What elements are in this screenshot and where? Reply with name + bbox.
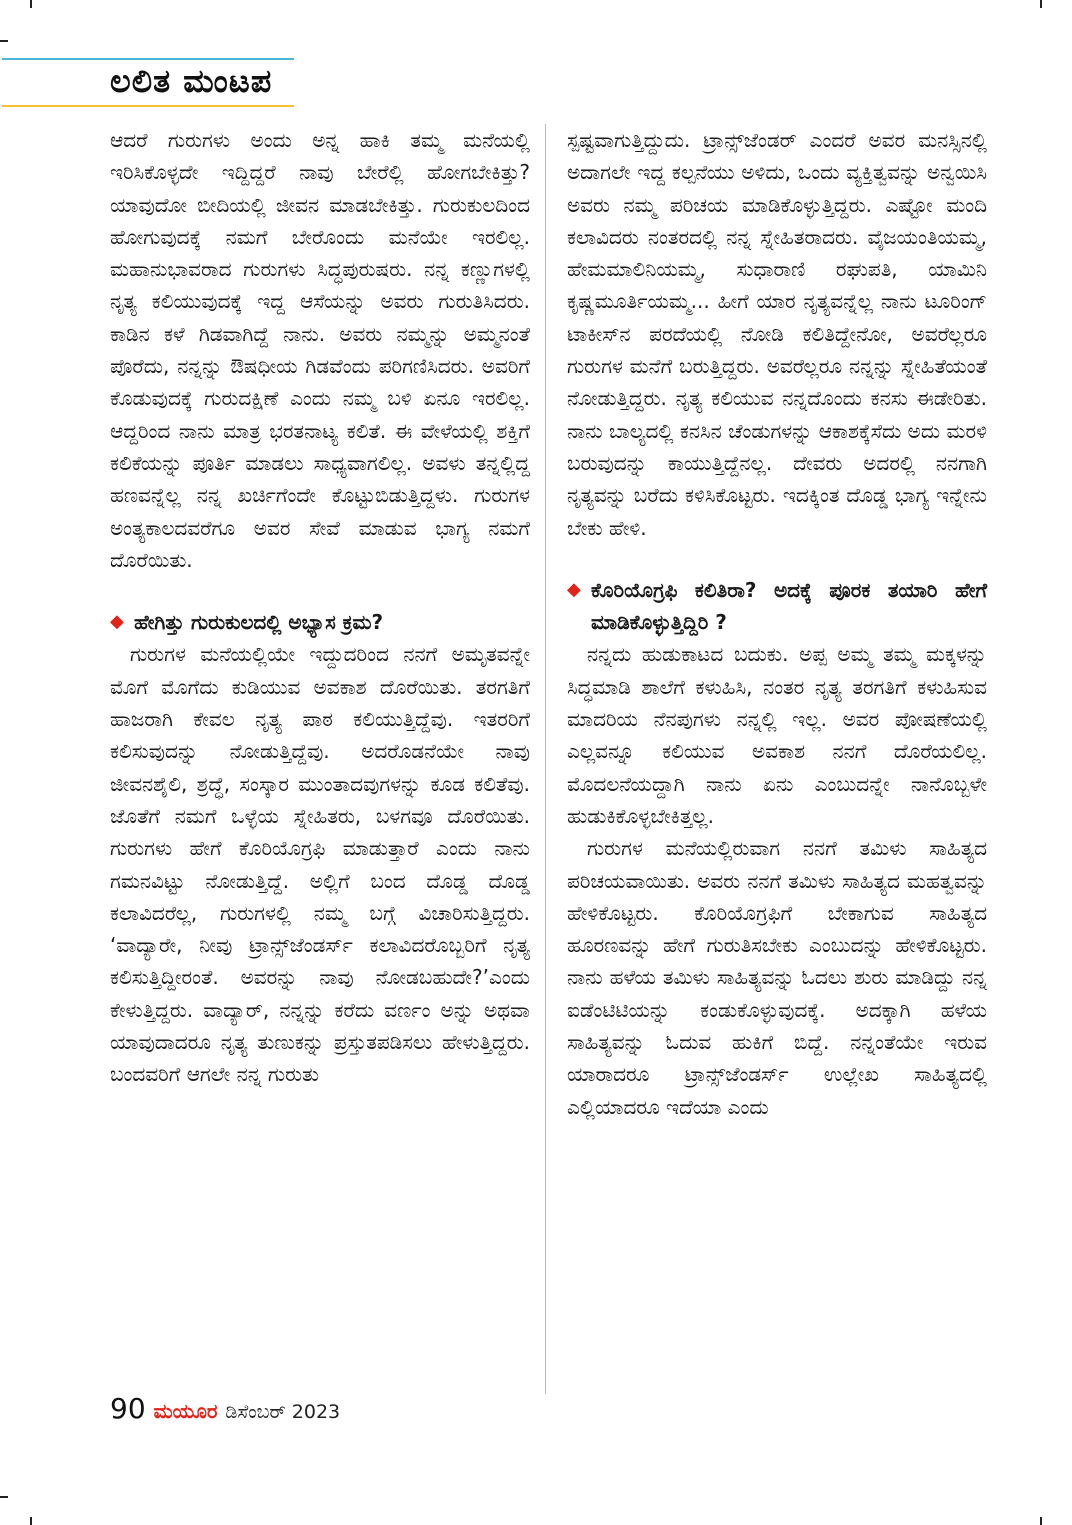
- crop-mark: [1040, 0, 1042, 8]
- header-rule-top: [2, 58, 294, 60]
- section-title: ಲಲಿತ ಮಂಟಪ: [110, 62, 273, 100]
- spacer: [567, 544, 987, 574]
- crop-mark: [0, 40, 8, 42]
- right-column: [567, 124, 987, 1394]
- header-rule-bottom: [2, 105, 294, 107]
- question-2: [567, 574, 987, 639]
- question-1-text: ಹೇಗಿತ್ತು ಗುರುಕುಲದಲ್ಲಿ ಅಭ್ಯಾಸ ಕ್ರಮ?: [134, 610, 384, 635]
- crop-mark: [1040, 1517, 1042, 1525]
- page-number: 90: [110, 1392, 146, 1425]
- question-2-text: ಕೊರಿಯೊಗ್ರಫಿ ಕಲಿತಿರಾ? ಅದಕ್ಕೆ ಪೂರಕ ತಯಾರಿ ಹೇಗೆ ಮಾಡಿಕೊಳ್ಳುತ್ತಿದ್ದಿರಿ ?: [591, 577, 987, 635]
- right-paragraph-1: ಸ್ಪಷ್ಟವಾಗುತ್ತಿದ್ದುದು. ಟ್ರಾನ್ಸ್‌ಜೆಂಡರ್ ಎಂದರೆ ಅವರ ಮನಸ್ಸಿನಲ್ಲಿ ಅದಾಗಲೇ ಇದ್ದ ಕಲ್ಪನೆಯು ಅಳಿದು, ಒಂದು ವ್ಯಕ್ತಿತ್ವವನ್ನು ಅನ್ವಯಿಸಿ ಅವರು ನಮ್ಮ ಪರಿಚಯ ಮಾಡಿಕೊಳ್ಳುತ್ತಿದ್ದರು. ಎಷ್ಟೋ ಮಂದಿ ಕಲಾವಿದರು ನಂತರದಲ್ಲಿ ನನ್ನ ಸ್ನೇಹಿತರಾದರು. ವೈಜಯಂತಿಯಮ್ಮ, ಹೇಮಮಾಲಿನಿಯಮ್ಮ, ಸುಧಾರಾಣಿ ರಘುಪತಿ, ಯಾಮಿನಿ ಕೃಷ್ಣಮೂರ್ತಿಯಮ್ಮ... ಹೀಗೆ ಯಾರ ನೃತ್ಯವನ್ನೆಲ್ಲ ನಾನು ಟೂರಿಂಗ್ ಟಾಕೀಸ್‌ನ ಪರದೆಯಲ್ಲಿ ನೋಡಿ ಕಲಿತಿದ್ದೇನೋ, ಅವರೆಲ್ಲರೂ ಗುರುಗಳ ಮನೆಗೆ ಬರುತ್ತಿದ್ದರು. ಅವರೆಲ್ಲರೂ ನನ್ನನ್ನು ಸ್ನೇಹಿತೆಯಂತೆ ನೋಡುತ್ತಿದ್ದರು. ನೃತ್ಯ ಕಲಿಯುವ ನನ್ನದೊಂದು ಕನಸು ಈಡೇರಿತು. ನಾನು ಬಾಲ್ಯದಲ್ಲಿ ಕನಸಿನ ಚೆಂಡುಗಳನ್ನು ಆಕಾಶಕ್ಕೆಸೆದು ಅದು ಮರಳಿ ಬರುವುದನ್ನು ಕಾಯುತ್ತಿದ್ದೆನಲ್ಲ. ದೇವರು ಅದರಲ್ಲಿ ನನಗಾಗಿ ನೃತ್ಯವನ್ನು ಬರೆದು ಕಳಿಸಿಕೊಟ್ಟರು. ಇದಕ್ಕಿಂತ ದೊಡ್ಡ ಭಾಗ್ಯ ಇನ್ನೇನು ಬೇಕು ಹೇಳಿ.: [567, 128, 988, 540]
- left-paragraph-2: ಗುರುಗಳ ಮನೆಯಲ್ಲಿಯೇ ಇದ್ದುದರಿಂದ ನನಗೆ ಅಮೃತವನ್ನೇ ಮೊಗೆ ಮೊಗೆದು ಕುಡಿಯುವ ಅವಕಾಶ ದೊರೆಯಿತು. ತರಗತಿಗೆ ಹಾಜರಾಗಿ ಕೇವಲ ನೃತ್ಯ ಪಾಠ ಕಲಿಯುತ್ತಿದ್ದೆವು. ಇತರರಿಗೆ ಕಲಿಸುವುದನ್ನು ನೋಡುತ್ತಿದ್ದೆವು. ಅದರೊಡನೆಯೇ ನಾವು ಜೀವನಶೈಲಿ, ಶ್ರದ್ಧೆ, ಸಂಸ್ಕಾರ ಮುಂತಾದವುಗಳನ್ನು ಕೂಡ ಕಲಿತೆವು. ಜೊತೆಗೆ ನಮಗೆ ಒಳ್ಳೆಯ ಸ್ನೇಹಿತರು, ಬಳಗವೂ ದೊರೆಯಿತು. ಗುರುಗಳು ಹೇಗೆ ಕೊರಿಯೊಗ್ರಫಿ ಮಾಡುತ್ತಾರೆ ಎಂದು ನಾನು ಗಮನವಿಟ್ಟು ನೋಡುತ್ತಿದ್ದೆ. ಅಲ್ಲಿಗೆ ಬಂದ ದೊಡ್ಡ ದೊಡ್ಡ ಕಲಾವಿದರೆಲ್ಲ, ಗುರುಗಳಲ್ಲಿ ನಮ್ಮ ಬಗ್ಗೆ ವಿಚಾರಿಸುತ್ತಿದ್ದರು. ‘ವಾದ್ಯಾರೇ, ನೀವು ಟ್ರಾನ್ಸ್‌ಜೆಂಡರ್ಸ್ ಕಲಾವಿದರೊಬ್ಬರಿಗೆ ನೃತ್ಯ ಕಲಿಸುತ್ತಿದ್ದೀರಂತೆ. ಅವರನ್ನು ನಾವು ನೋಡಬಹುದೇ?’ಎಂದು ಕೇಳುತ್ತಿದ್ದರು. ವಾದ್ಯಾರ್, ನನ್ನನ್ನು ಕರೆದು ವರ್ಣಂ ಅನ್ನು ಅಥವಾ ಯಾವುದಾದರೂ ನೃತ್ಯ ತುಣುಕನ್ನು ಪ್ರಸ್ತುತಪಡಿಸಲು ಹೇಳುತ್ತಿದ್ದರು. ಬಂದವರಿಗೆ ಆಗಲೇ ನನ್ನ ಗುರುತು: [110, 642, 530, 1087]
- right-paragraph-3: ಗುರುಗಳ ಮನೆಯಲ್ಲಿರುವಾಗ ನನಗೆ ತಮಿಳು ಸಾಹಿತ್ಯದ ಪರಿಚಯವಾಯಿತು. ಅವರು ನನಗೆ ತಮಿಳು ಸಾಹಿತ್ಯದ ಮಹತ್ವವನ್ನು ಹೇಳಿಕೊಟ್ಟರು. ಕೊರಿಯೊಗ್ರಫಿಗೆ ಬೇಕಾಗುವ ಸಾಹಿತ್ಯದ ಹೂರಣವನ್ನು ಹೇಗೆ ಗುರುತಿಸಬೇಕು ಎಂಬುದನ್ನು ಹೇಳಿಕೊಟ್ಟರು. ನಾನು ಹಳೆಯ ತಮಿಳು ಸಾಹಿತ್ಯವನ್ನು ಓದಲು ಶುರು ಮಾಡಿದ್ದು ನನ್ನ ಐಡೆಂಟಿಟಿಯನ್ನು ಕಂಡುಕೊಳ್ಳುವುದಕ್ಕೆ. ಅದಕ್ಕಾಗಿ ಹಳೆಯ ಸಾಹಿತ್ಯವನ್ನು ಓದುವ ಹುಕಿಗೆ ಬಿದ್ದೆ. ನನ್ನಂತೆಯೇ ಇರುವ ಯಾರಾದರೂ ಟ್ರಾನ್ಸ್‌ಜೆಂಡರ್ಸ್ ಉಲ್ಲೇಖ ಸಾಹಿತ್ಯದಲ್ಲಿ ಎಲ್ಲಿಯಾದರೂ ಇದೆಯಾ ಎಂದು: [567, 836, 987, 1119]
- page-footer: [110, 1392, 340, 1425]
- crop-mark: [0, 1496, 8, 1498]
- column-divider: [545, 124, 546, 1394]
- crop-mark: [30, 0, 32, 8]
- question-1: [110, 606, 530, 638]
- diamond-bullet-icon: ◆: [110, 611, 124, 633]
- diamond-bullet-icon: ◆: [567, 578, 581, 600]
- spacer: [110, 576, 530, 606]
- magazine-logo: ಮಯೂರ: [153, 1399, 218, 1423]
- left-column: [110, 124, 530, 1394]
- right-paragraph-2: ನನ್ನದು ಹುಡುಕಾಟದ ಬದುಕು. ಅಪ್ಪ ಅಮ್ಮ ತಮ್ಮ ಮಕ್ಕಳನ್ನು ಸಿದ್ಧಮಾಡಿ ಶಾಲೆಗೆ ಕಳುಹಿಸಿ, ನಂತರ ನೃತ್ಯ ತರಗತಿಗೆ ಕಳುಹಿಸುವ ಮಾದರಿಯ ನೆನಪುಗಳು ನನ್ನಲ್ಲಿ ಇಲ್ಲ. ಅವರ ಪೋಷಣೆಯಲ್ಲಿ ಎಲ್ಲವನ್ನೂ ಕಲಿಯುವ ಅವಕಾಶ ನನಗೆ ದೊರೆಯಲಿಲ್ಲ. ಮೊದಲನೆಯದ್ದಾಗಿ ನಾನು ಏನು ಎಂಬುದನ್ನೇ ನಾನೊಬ್ಬಳೇ ಹುಡುಕಿಕೊಳ್ಳಬೇಕಿತ್ತಲ್ಲ.: [567, 642, 987, 828]
- left-paragraph-1: ಆದರೆ ಗುರುಗಳು ಅಂದು ಅನ್ನ ಹಾಕಿ ತಮ್ಮ ಮನೆಯಲ್ಲಿ ಇರಿಸಿಕೊಳ್ಳದೇ ಇದ್ದಿದ್ದರೆ ನಾವು ಬೇರೆಲ್ಲಿ ಹೋಗಬೇಕಿತ್ತು? ಯಾವುದೋ ಬೀದಿಯಲ್ಲಿ ಜೀವನ ಮಾಡಬೇಕಿತ್ತು. ಗುರುಕುಲದಿಂದ ಹೋಗುವುದಕ್ಕೆ ನಮಗೆ ಬೇರೊಂದು ಮನೆಯೇ ಇರಲಿಲ್ಲ. ಮಹಾನುಭಾವರಾದ ಗುರುಗಳು ಸಿದ್ಧಪುರುಷರು. ನನ್ನ ಕಣ್ಣುಗಳಲ್ಲಿ ನೃತ್ಯ ಕಲಿಯುವುದಕ್ಕೆ ಇದ್ದ ಆಸೆಯನ್ನು ಅವರು ಗುರುತಿಸಿದರು. ಕಾಡಿನ ಕಳೆ ಗಿಡವಾಗಿದ್ದೆ ನಾನು. ಅವರು ನಮ್ಮನ್ನು ಅಮ್ಮನಂತೆ ಪೊರೆದು, ನನ್ನನ್ನು ಔಷಧೀಯ ಗಿಡವೆಂದು ಪರಿಗಣಿಸಿದರು. ಅವರಿಗೆ ಕೊಡುವುದಕ್ಕೆ ಗುರುದಕ್ಷಿಣೆ ಎಂದು ನಮ್ಮ ಬಳಿ ಏನೂ ಇರಲಿಲ್ಲ. ಆದ್ದರಿಂದ ನಾನು ಮಾತ್ರ ಭರತನಾಟ್ಯ ಕಲಿತೆ. ಈ ವೇಳೆಯಲ್ಲಿ ಶಕ್ತಿಗೆ ಕಲಿಕೆಯನ್ನು ಪೂರ್ತಿ ಮಾಡಲು ಸಾಧ್ಯವಾಗಲಿಲ್ಲ. ಅವಳು ತನ್ನಲ್ಲಿದ್ದ ಹಣವನ್ನೆಲ್ಲ ನನ್ನ ಖರ್ಚಿಗೆಂದೇ ಕೊಟ್ಟುಬಿಡುತ್ತಿದ್ದಳು. ಗುರುಗಳ ಅಂತ್ಯಕಾಲದವರೆಗೂ ಅವರ ಸೇವೆ ಮಾಡುವ ಭಾಗ್ಯ ನಮಗೆ ದೊರೆಯಿತು.: [110, 128, 530, 572]
- issue-date: ಡಿಸೆಂಬರ್ 2023: [225, 1401, 341, 1423]
- crop-mark: [30, 1517, 32, 1525]
